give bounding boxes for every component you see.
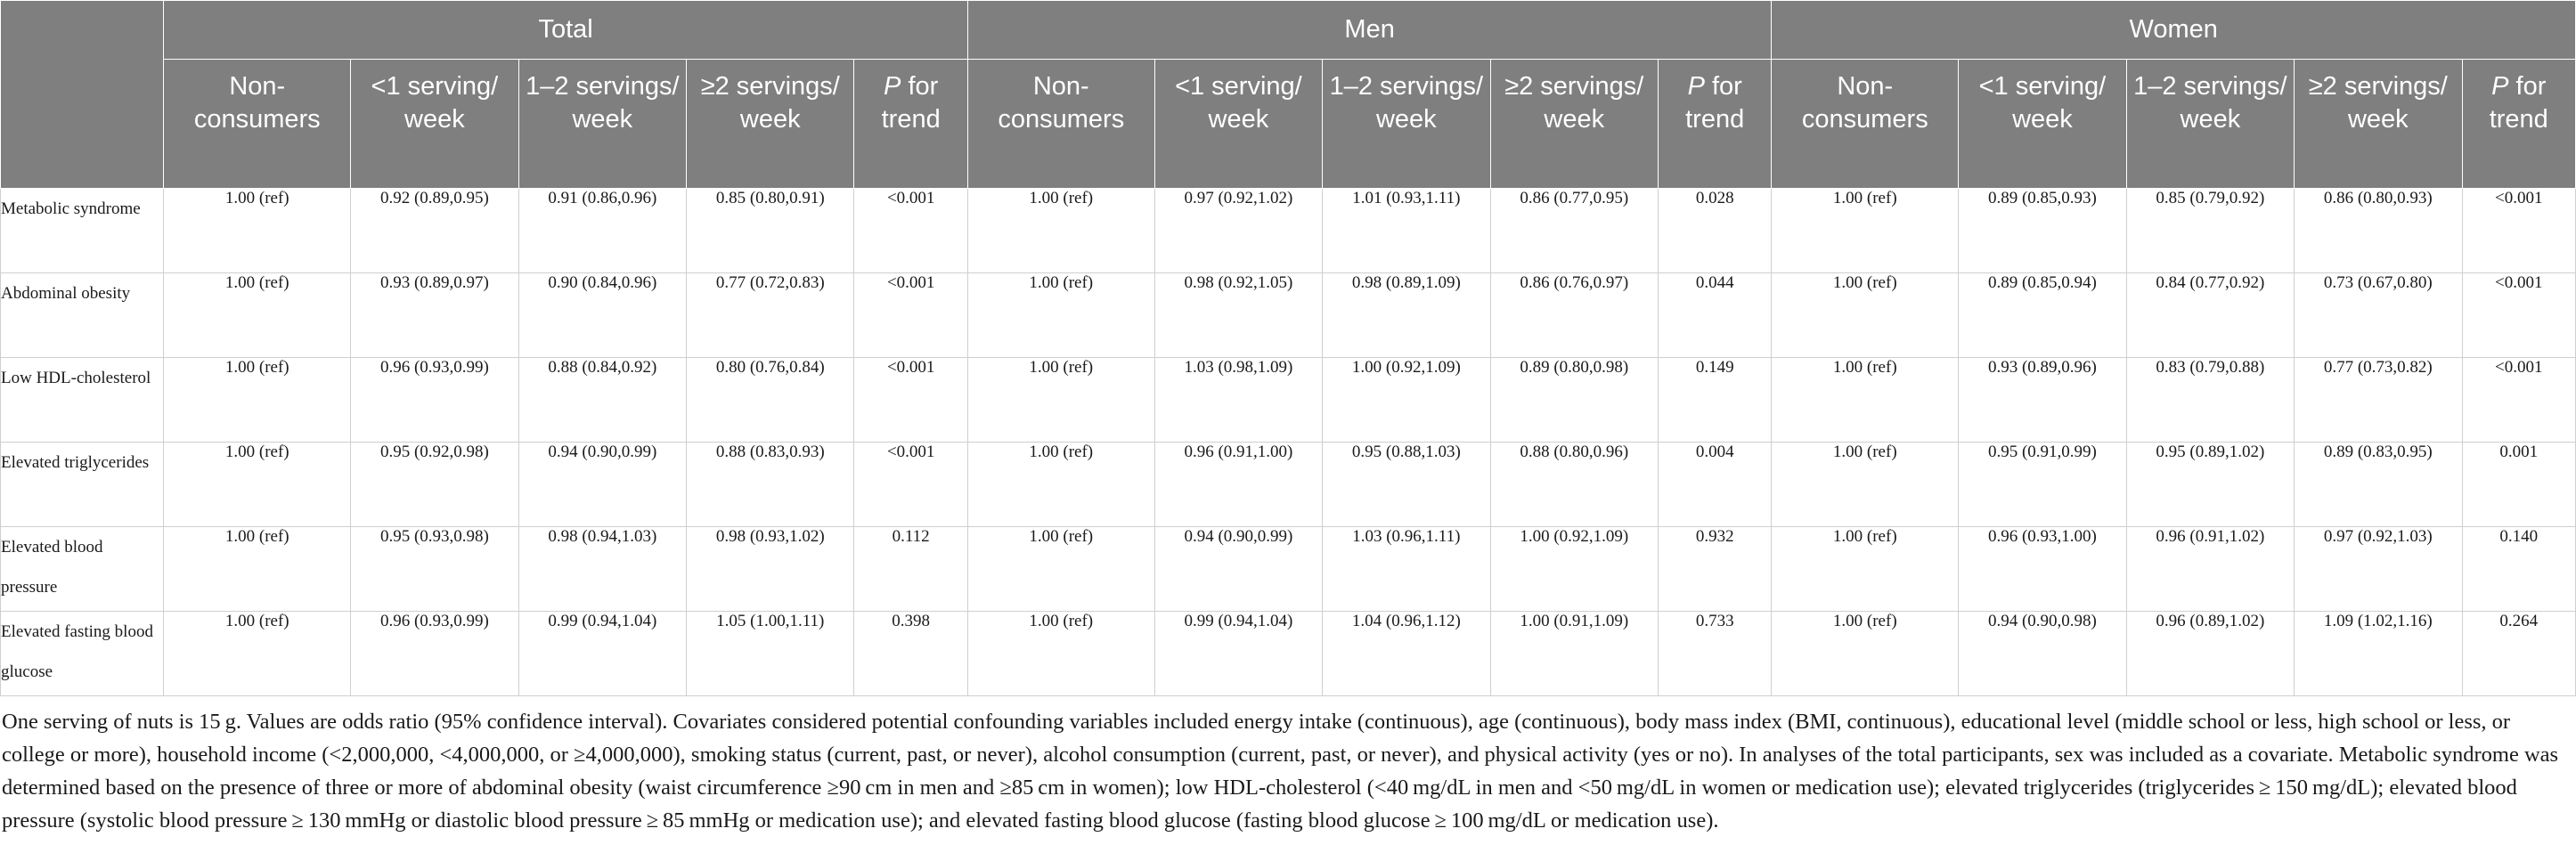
table-footnote: One serving of nuts is 15 g. Values are odds ratio (95% confidence interval). Covariates considered potential confounding variables included energy intake (continuous), age (continuous), body mass index (BMI, continuous), educational level (middle school or less, high school or less, or college or more), household income (<2,000,000, <4,000,000, or ≥4,000,000), smoking status (current, past, or never), alcohol consumption (current, past, or never), and physical activity (yes or no). In analyses of the total participants, sex was included as a covariate. Metabolic syndrome was determined based on the presence of three or more of abdominal obesity (waist circumference ≥90 cm in men and ≥85 cm in women); low HDL-cholesterol (<40 mg/dL in men and <50 mg/dL in women or medication use); elevated triglycerides (triglycerides ≥ 150 mg/dL); elevated blood pressure (systolic blood pressure ≥ 130 mmHg or diastolic blood pressure ≥ 85 mmHg or medication use); and elevated fasting blood glucose (fasting blood glucose ≥ 100 mg/dL or medication use). xyxy=(2,710,2559,833)
corner-cell xyxy=(1,1,164,189)
odds-ratio-cell: 0.97 (0.92,1.02) xyxy=(1154,189,1322,273)
odds-ratio-cell: 0.89 (0.85,0.93) xyxy=(1959,189,2126,273)
odds-ratio-cell: 1.00 (ref) xyxy=(164,189,351,273)
p-trend-cell: <0.001 xyxy=(854,443,967,527)
odds-ratio-cell: 0.95 (0.89,1.02) xyxy=(2126,443,2294,527)
group-header-total: Total xyxy=(164,1,968,60)
odds-ratio-cell: 0.97 (0.92,1.03) xyxy=(2295,527,2462,612)
odds-ratio-cell: 0.91 (0.86,0.96) xyxy=(518,189,686,273)
odds-ratio-cell: 1.03 (0.98,1.09) xyxy=(1154,358,1322,443)
group-header-women: Women xyxy=(1772,1,2576,60)
odds-ratio-cell: 0.96 (0.91,1.02) xyxy=(2126,527,2294,612)
odds-ratio-cell: 0.90 (0.84,0.96) xyxy=(518,273,686,358)
odds-ratio-cell: 0.88 (0.83,0.93) xyxy=(687,443,854,527)
column-header: 1–2 servings/ week xyxy=(1323,60,1490,189)
table-row xyxy=(1,527,2576,612)
odds-ratio-cell: 0.93 (0.89,0.97) xyxy=(351,273,518,358)
odds-ratio-cell: 0.96 (0.93,1.00) xyxy=(1959,527,2126,612)
group-header-men: Men xyxy=(967,1,1772,60)
p-trend-cell: 0.004 xyxy=(1659,443,1772,527)
odds-ratio-cell: 0.96 (0.93,0.99) xyxy=(351,358,518,443)
odds-ratio-cell: 1.00 (ref) xyxy=(164,443,351,527)
column-header: <1 serving/ week xyxy=(351,60,518,189)
odds-ratio-cell: 0.86 (0.80,0.93) xyxy=(2295,189,2462,273)
odds-ratio-cell: 1.04 (0.96,1.12) xyxy=(1323,612,1490,696)
odds-ratio-cell: 1.00 (ref) xyxy=(1772,527,1959,612)
p-trend-cell: 0.149 xyxy=(1659,358,1772,443)
table-body xyxy=(1,189,2576,696)
p-trend-cell: 0.001 xyxy=(2462,443,2575,527)
p-trend-cell: 0.264 xyxy=(2462,612,2575,696)
odds-ratio-cell: 1.00 (ref) xyxy=(164,612,351,696)
odds-ratio-cell: 0.93 (0.89,0.96) xyxy=(1959,358,2126,443)
row-label: Elevated fasting blood glucose xyxy=(1,612,164,696)
odds-ratio-cell: 0.84 (0.77,0.92) xyxy=(2126,273,2294,358)
odds-ratio-cell: 0.88 (0.80,0.96) xyxy=(1490,443,1658,527)
odds-ratio-cell: 0.96 (0.93,0.99) xyxy=(351,612,518,696)
odds-ratio-cell: 1.00 (ref) xyxy=(164,273,351,358)
p-trend-cell: <0.001 xyxy=(854,189,967,273)
odds-ratio-cell: 0.92 (0.89,0.95) xyxy=(351,189,518,273)
column-header xyxy=(2462,60,2575,189)
column-header: ≥2 servings/ week xyxy=(1490,60,1658,189)
column-header: Non-consumers xyxy=(1772,60,1959,189)
p-trend-cell: <0.001 xyxy=(854,273,967,358)
odds-ratio-cell: 0.94 (0.90,0.98) xyxy=(1959,612,2126,696)
odds-ratio-cell: 0.88 (0.84,0.92) xyxy=(518,358,686,443)
p-trend-cell: 0.398 xyxy=(854,612,967,696)
odds-ratio-cell: 1.00 (ref) xyxy=(967,443,1154,527)
p-trend-cell: 0.733 xyxy=(1659,612,1772,696)
odds-ratio-cell: 1.00 (0.92,1.09) xyxy=(1323,358,1490,443)
column-header: Non-consumers xyxy=(164,60,351,189)
odds-ratio-cell: 0.98 (0.89,1.09) xyxy=(1323,273,1490,358)
odds-ratio-cell: 1.00 (0.91,1.09) xyxy=(1490,612,1658,696)
column-header: 1–2 servings/ week xyxy=(518,60,686,189)
odds-ratio-cell: 0.98 (0.92,1.05) xyxy=(1154,273,1322,358)
table-row xyxy=(1,443,2576,527)
odds-ratio-cell: 0.95 (0.91,0.99) xyxy=(1959,443,2126,527)
table-row xyxy=(1,189,2576,273)
row-label: Elevated triglycerides xyxy=(1,443,164,527)
odds-ratio-cell: 0.96 (0.91,1.00) xyxy=(1154,443,1322,527)
odds-ratio-cell: 1.00 (ref) xyxy=(164,358,351,443)
column-header: <1 serving/ week xyxy=(1959,60,2126,189)
odds-ratio-cell: 1.00 (ref) xyxy=(967,612,1154,696)
odds-ratio-cell: 0.89 (0.80,0.98) xyxy=(1490,358,1658,443)
p-trend-cell: 0.932 xyxy=(1659,527,1772,612)
odds-ratio-cell: 0.98 (0.93,1.02) xyxy=(687,527,854,612)
column-header: ≥2 servings/ week xyxy=(2295,60,2462,189)
column-header-row xyxy=(1,60,2576,189)
odds-ratio-cell: 0.98 (0.94,1.03) xyxy=(518,527,686,612)
odds-ratio-cell: 0.86 (0.77,0.95) xyxy=(1490,189,1658,273)
odds-ratio-cell: 0.95 (0.92,0.98) xyxy=(351,443,518,527)
row-label: Metabolic syndrome xyxy=(1,189,164,273)
odds-ratio-cell: 0.86 (0.76,0.97) xyxy=(1490,273,1658,358)
odds-ratio-cell: 0.85 (0.80,0.91) xyxy=(687,189,854,273)
column-header-italic: P xyxy=(1687,72,1705,101)
odds-ratio-cell: 1.00 (ref) xyxy=(1772,189,1959,273)
odds-ratio-cell: 0.94 (0.90,0.99) xyxy=(1154,527,1322,612)
odds-ratio-cell: 0.83 (0.79,0.88) xyxy=(2126,358,2294,443)
odds-ratio-cell: 1.01 (0.93,1.11) xyxy=(1323,189,1490,273)
table-row xyxy=(1,358,2576,443)
group-header-row xyxy=(1,1,2576,60)
odds-ratio-cell: 1.00 (ref) xyxy=(164,527,351,612)
odds-ratio-cell: 1.00 (ref) xyxy=(1772,612,1959,696)
odds-ratio-cell: 0.99 (0.94,1.04) xyxy=(1154,612,1322,696)
odds-ratio-cell: 1.00 (ref) xyxy=(1772,273,1959,358)
odds-ratio-cell: 1.05 (1.00,1.11) xyxy=(687,612,854,696)
table-row xyxy=(1,273,2576,358)
p-trend-cell: <0.001 xyxy=(2462,273,2575,358)
odds-ratio-cell: 0.85 (0.79,0.92) xyxy=(2126,189,2294,273)
p-trend-cell: 0.044 xyxy=(1659,273,1772,358)
table-row xyxy=(1,612,2576,696)
p-trend-cell: 0.028 xyxy=(1659,189,1772,273)
column-header: Non-consumers xyxy=(967,60,1154,189)
odds-ratio-cell: 1.00 (ref) xyxy=(967,189,1154,273)
p-trend-cell: <0.001 xyxy=(854,358,967,443)
odds-ratio-cell: 0.73 (0.67,0.80) xyxy=(2295,273,2462,358)
column-header xyxy=(854,60,967,189)
column-header-italic: P xyxy=(884,72,901,101)
p-trend-cell: 0.140 xyxy=(2462,527,2575,612)
row-label: Elevated blood pressure xyxy=(1,527,164,612)
column-header xyxy=(1659,60,1772,189)
odds-ratio-cell: 1.00 (ref) xyxy=(1772,443,1959,527)
odds-ratio-cell: 1.00 (ref) xyxy=(967,527,1154,612)
odds-ratio-cell: 1.00 (ref) xyxy=(1772,358,1959,443)
odds-ratio-cell: 0.80 (0.76,0.84) xyxy=(687,358,854,443)
odds-ratio-cell: 0.89 (0.83,0.95) xyxy=(2295,443,2462,527)
row-label: Low HDL-cholesterol xyxy=(1,358,164,443)
odds-ratio-cell: 0.89 (0.85,0.94) xyxy=(1959,273,2126,358)
column-header-label: for trend xyxy=(2489,72,2548,134)
odds-ratio-cell: 1.00 (0.92,1.09) xyxy=(1490,527,1658,612)
odds-ratio-cell: 0.99 (0.94,1.04) xyxy=(518,612,686,696)
p-trend-cell: 0.112 xyxy=(854,527,967,612)
column-header-italic: P xyxy=(2491,72,2509,101)
odds-ratio-cell: 0.96 (0.89,1.02) xyxy=(2126,612,2294,696)
odds-ratio-cell: 0.95 (0.93,0.98) xyxy=(351,527,518,612)
odds-ratio-cell: 1.09 (1.02,1.16) xyxy=(2295,612,2462,696)
row-label: Abdominal obesity xyxy=(1,273,164,358)
column-header-label: for trend xyxy=(881,72,941,134)
odds-ratio-cell: 1.03 (0.96,1.11) xyxy=(1323,527,1490,612)
p-trend-cell: <0.001 xyxy=(2462,189,2575,273)
odds-ratio-cell: 0.94 (0.90,0.99) xyxy=(518,443,686,527)
odds-ratio-cell: 0.77 (0.73,0.82) xyxy=(2295,358,2462,443)
column-header: ≥2 servings/ week xyxy=(687,60,854,189)
odds-ratio-cell: 1.00 (ref) xyxy=(967,358,1154,443)
odds-ratio-cell: 0.77 (0.72,0.83) xyxy=(687,273,854,358)
column-header: <1 serving/ week xyxy=(1154,60,1322,189)
column-header-label: for trend xyxy=(1685,72,1745,134)
p-trend-cell: <0.001 xyxy=(2462,358,2575,443)
odds-ratio-cell: 0.95 (0.88,1.03) xyxy=(1323,443,1490,527)
odds-ratio-cell: 1.00 (ref) xyxy=(967,273,1154,358)
column-header: 1–2 servings/ week xyxy=(2126,60,2294,189)
